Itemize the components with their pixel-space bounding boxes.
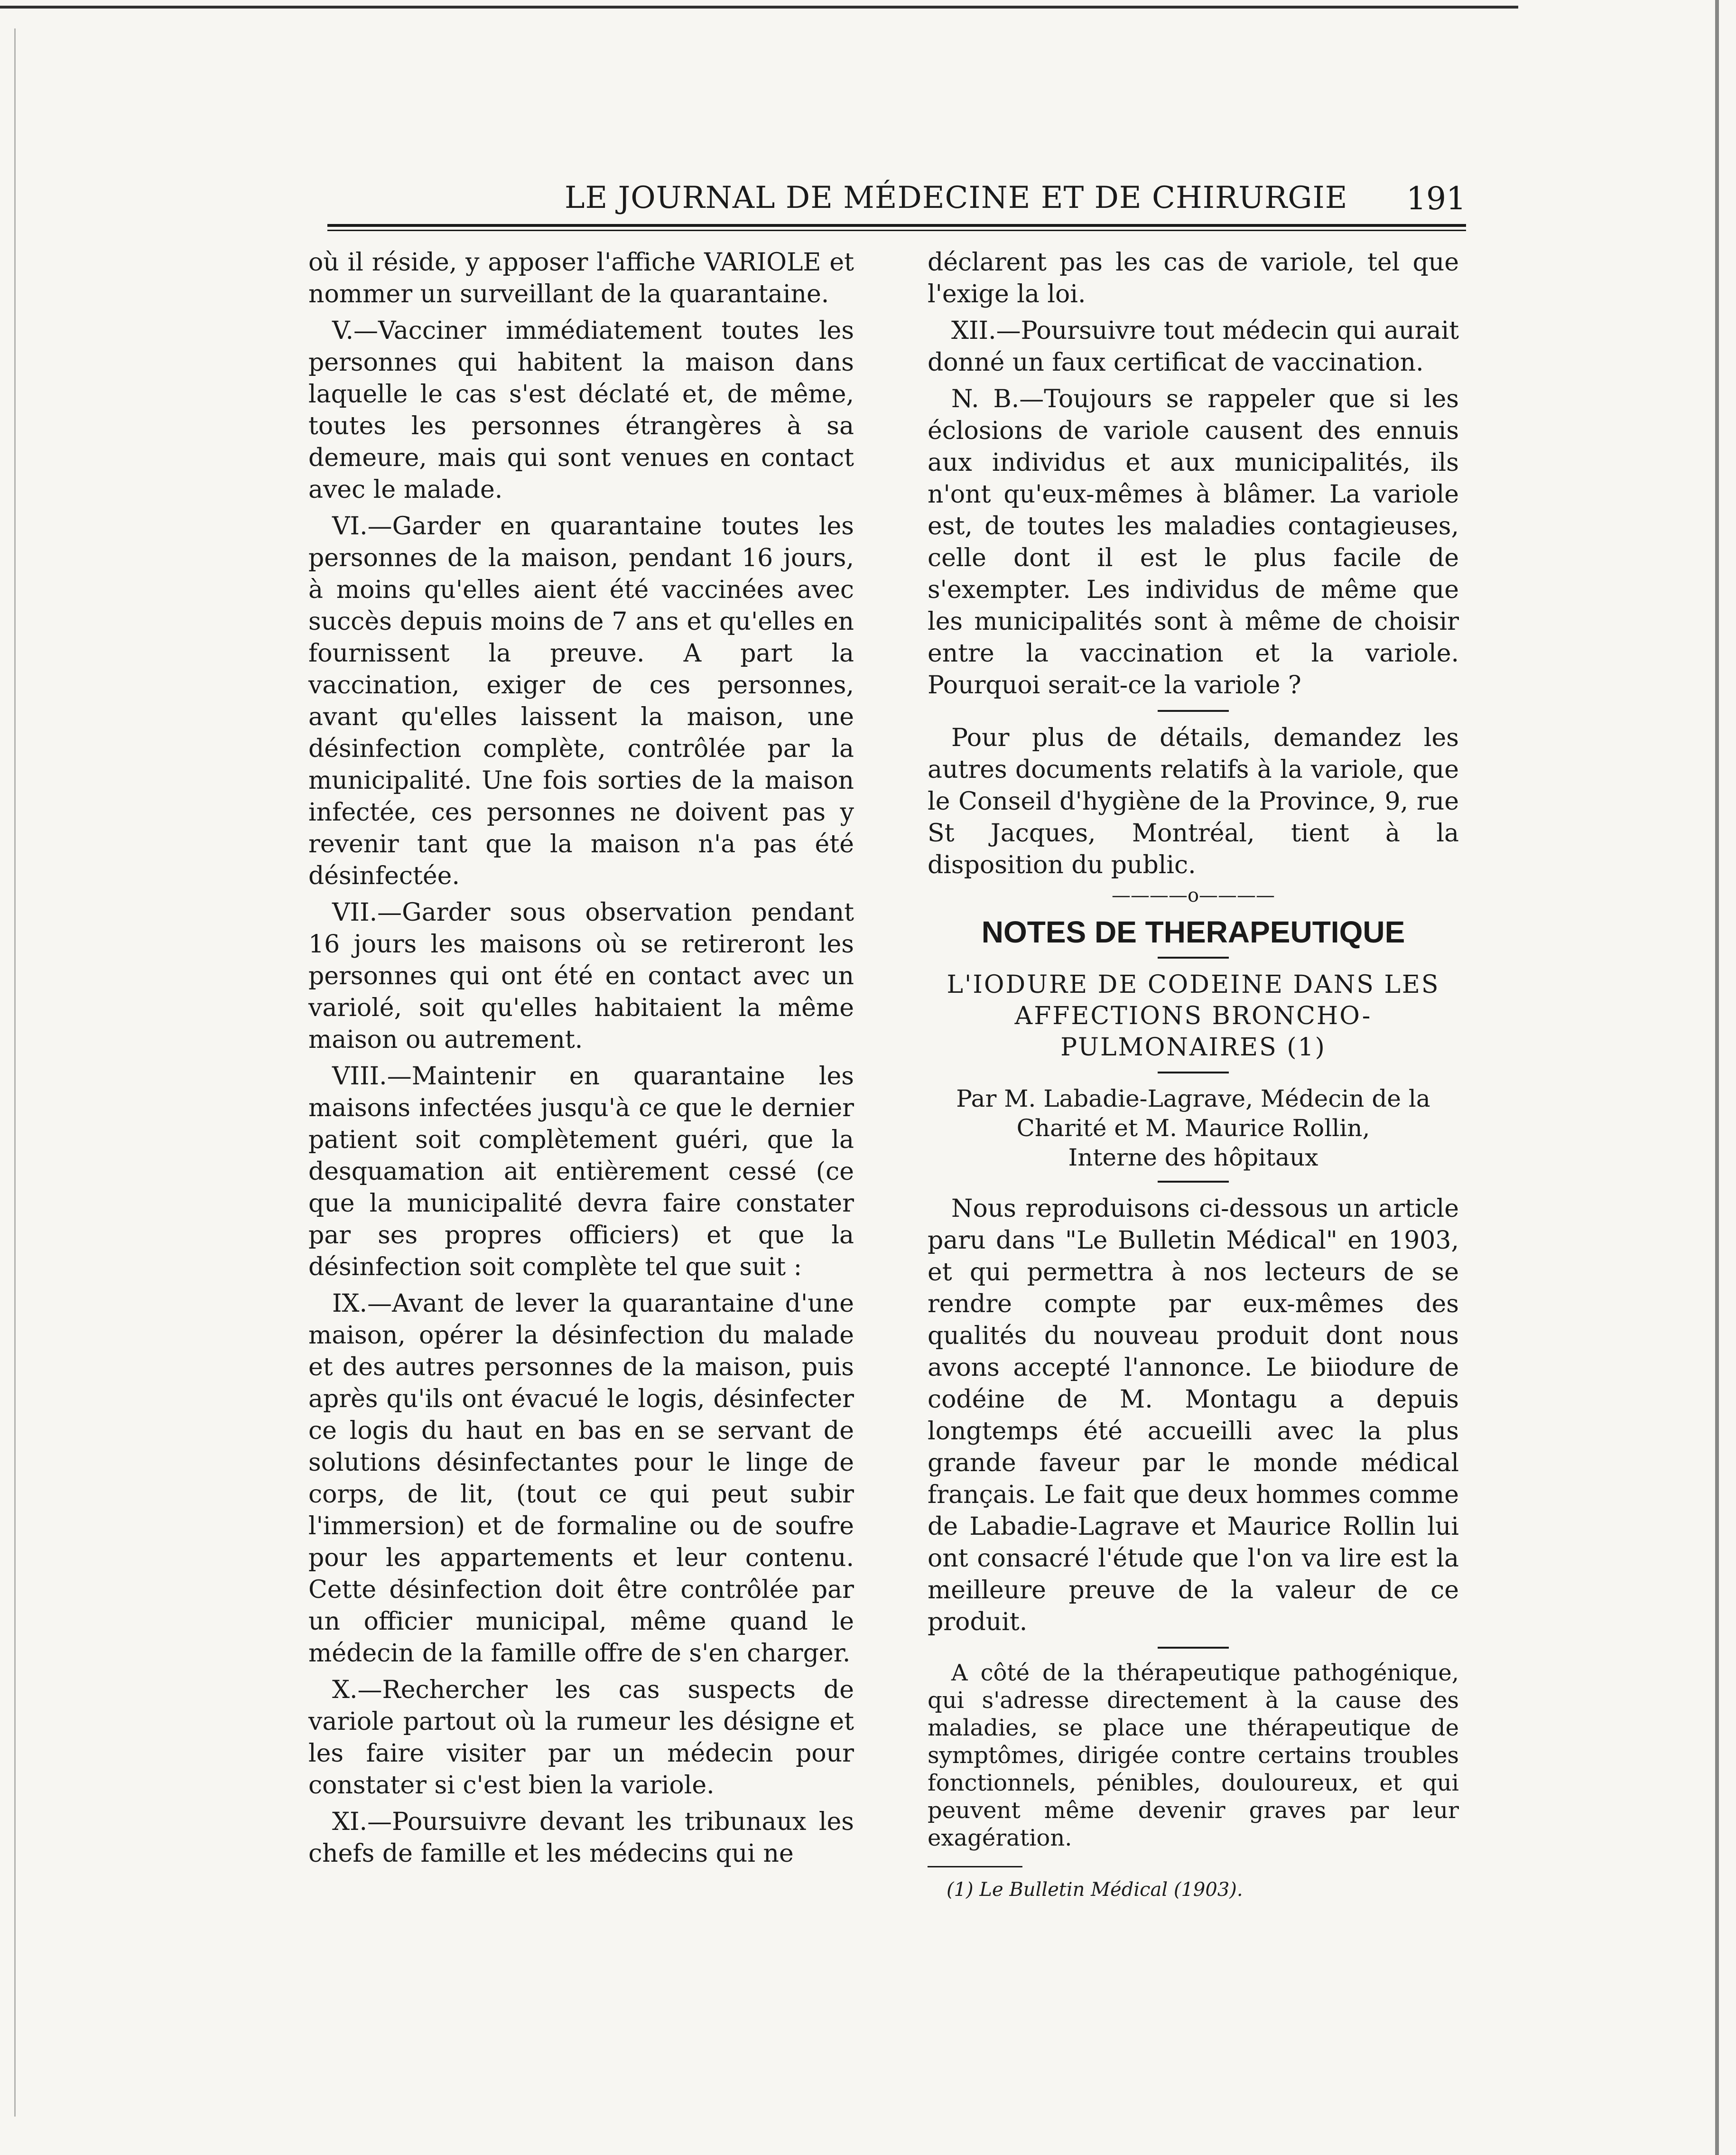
section-title: NOTES DE THERAPEUTIQUE xyxy=(981,915,1405,949)
ornament-divider: ————o———— xyxy=(1111,885,1275,906)
byline-line: Par M. Labadie-Lagrave, Médecin de la xyxy=(956,1085,1430,1112)
article-title-line: L'IODURE DE CODEINE DANS LES xyxy=(947,970,1440,999)
header-rule-thin xyxy=(327,230,1466,231)
separator-rule xyxy=(1158,710,1229,712)
right-page-edge xyxy=(1715,0,1719,2155)
footnote-rule xyxy=(928,1866,1022,1867)
paragraph-x: X.—Rechercher les cas suspects de variole partout où la rumeur les désigne et les faire visiter par un médecin pour constater si c'est bien la variole. xyxy=(308,1676,854,1800)
right-column xyxy=(928,247,1459,1902)
paragraph-viii: VIII.—Maintenir en quarantaine les maisons infectées jusqu'à ce que le dernier patient soit complètement guéri, que la desquamation ait entièrement cessé (ce que la municipalité devra faire constater par ses propres officiers) et que la désinfection soit complète tel que suit : xyxy=(308,1062,854,1281)
top-edge-rule xyxy=(0,6,1518,9)
byline-line: Charité et M. Maurice Rollin, xyxy=(1016,1114,1370,1142)
separator-rule xyxy=(1158,1647,1229,1649)
separator-rule xyxy=(1158,1072,1229,1073)
byline xyxy=(928,1084,1459,1172)
paragraph-details: Pour plus de détails, demandez les autres documents relatifs à la variole, que le Conseil d'hygiène de la Province, 9, rue St Jacques, Montréal, tient à la disposition du public. xyxy=(928,724,1459,879)
left-page-edge xyxy=(14,28,16,2117)
header-rule xyxy=(327,224,1466,227)
paragraph: où il réside, y apposer l'affiche VARIOLE et nommer un surveillant de la quarantaine. xyxy=(308,248,854,308)
paragraph-nb: N. B.—Toujours se rappeler que si les éclosions de variole causent des ennuis aux individus et aux municipalités, ils n'ont qu'eux-mêmes à blâmer. La variole est, de toutes les maladies contagieuses, celle dont il est le plus facile de s'exempter. Les individus de même que les municipalités sont à même de choisir entre la vaccination et la variole. Pourquoi serait-ce la variole ? xyxy=(928,385,1459,700)
paragraph-xii: XII.—Poursuivre tout médecin qui aurait donné un faux certificat de vaccination. xyxy=(928,317,1459,377)
article-title-line: PULMONAIRES (1) xyxy=(1060,1033,1326,1062)
byline-line: Interne des hôpitaux xyxy=(1068,1144,1318,1171)
article-title-line: AFFECTIONS BRONCHO- xyxy=(1014,1002,1372,1030)
paragraph: déclarent pas les cas de variole, tel que l'exige la loi. xyxy=(928,248,1459,308)
running-header xyxy=(327,180,1466,228)
footnote: (1) Le Bulletin Médical (1903). xyxy=(947,1879,1243,1901)
page-number: 191 xyxy=(1406,180,1466,217)
paragraph-v: V.—Vacciner immédiatement toutes les personnes qui habitent la maison dans laquelle le cas s'est déclaté et, de même, toutes les personnes étrangères à sa demeure, mais qui sont venues en contact avec le malade. xyxy=(308,317,854,504)
paragraph-vii: VII.—Garder sous observation pendant 16 jours les maisons où se retireront les personnes qui ont été en contact avec un variolé, soit qu'elles habitaient la même maison ou autrement. xyxy=(308,898,854,1054)
left-column xyxy=(308,247,854,1875)
separator-rule xyxy=(1158,1181,1229,1183)
journal-title: LE JOURNAL DE MÉDECINE ET DE CHIRURGIE xyxy=(565,180,1348,215)
paragraph-vi: VI.—Garder en quarantaine toutes les personnes de la maison, pendant 16 jours, à moins qu'elles aient été vaccinées avec succès depuis moins de 7 ans et qu'elles en fournissent la preuve. A part la vaccination, exiger de ces personnes, avant qu'elles laissent la maison, une désinfection complète, contrôlée par la municipalité. Une fois sorties de la maison infectée, ces personnes ne doivent pas y revenir tant que la maison n'a pas été désinfectée. xyxy=(308,512,854,890)
paragraph-xi: XI.—Poursuivre devant les tribunaux les chefs de famille et les médecins qui ne xyxy=(308,1808,854,1868)
paragraph-ix: IX.—Avant de lever la quarantaine d'une maison, opérer la désinfection du malade et des autres personnes de la maison, puis après qu'ils ont évacué le logis, désinfecter ce logis du haut en bas en se servant de solutions désinfectantes pour le linge de corps, de lit, (tout ce qui peut subir l'immersion) et de formaline ou de soufre pour les appartements et leur contenu. Cette désinfection doit être contrôlée par un officier municipal, même quand le médecin de la famille offre de s'en charger. xyxy=(308,1289,854,1668)
article-title xyxy=(928,969,1459,1063)
separator-rule xyxy=(1158,957,1229,959)
paragraph-intro: Nous reproduisons ci-dessous un article paru dans "Le Bulletin Médical" en 1903, et qui permettra à nos lecteurs de se rendre compte par eux-mêmes des qualités du nouveau produit dont nous avons accepté l'annonce. Le biiodure de codéine de M. Montagu a depuis longtemps été accueilli avec la plus grande faveur par le monde médical français. Le fait que deux hommes comme de Labadie-Lagrave et Maurice Rollin lui ont consacré l'étude que l'on va lire est la meilleure preuve de la valeur de ce produit. xyxy=(928,1194,1459,1636)
paragraph-therapeutique: A côté de la thérapeutique pathogénique, qui s'adresse directement à la cause des maladies, se place une thérapeutique de symptômes, dirigée contre certains troubles fonctionnels, pénibles, douloureux, et qui peuvent même devenir graves par leur exagération. xyxy=(928,1660,1459,1851)
